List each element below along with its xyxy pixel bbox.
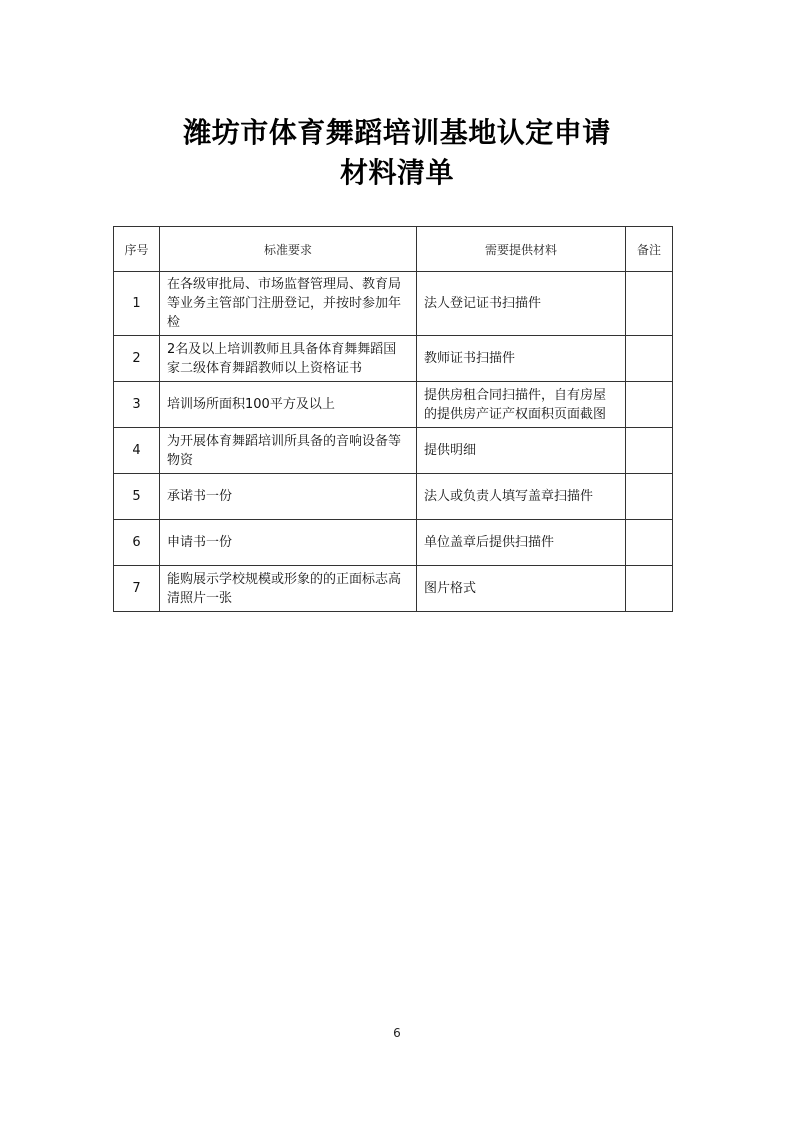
header-index: 序号: [114, 227, 160, 272]
document-title: [0, 113, 794, 193]
header-materials: 需要提供材料: [417, 227, 626, 272]
row-materials: 单位盖章后提供扫描件: [417, 520, 626, 566]
row-remarks: [626, 336, 673, 382]
row-standard: 承诺书一份: [160, 474, 417, 520]
row-remarks: [626, 520, 673, 566]
row-index: 6: [114, 520, 160, 566]
page-number: 6: [393, 1026, 401, 1040]
table-header-row: [114, 227, 673, 272]
row-index: 4: [114, 428, 160, 474]
header-remarks: 备注: [626, 227, 673, 272]
table-row: [114, 474, 673, 520]
row-standard: 能购展示学校规模或形象的的正面标志高清照片一张: [160, 566, 417, 612]
row-index: 5: [114, 474, 160, 520]
row-remarks: [626, 428, 673, 474]
row-standard: 在各级审批局、市场监督管理局、教育局等业务主管部门注册登记，并按时参加年检: [160, 272, 417, 336]
title-line-1: 潍坊市体育舞蹈培训基地认定申请: [183, 116, 611, 149]
row-materials: 提供房租合同扫描件，自有房屋的提供房产证产权面积页面截图: [417, 382, 626, 428]
requirements-table: [113, 226, 673, 612]
table-row: [114, 336, 673, 382]
row-standard: 2名及以上培训教师且具备体育舞舞蹈国家二级体育舞蹈教师以上资格证书: [160, 336, 417, 382]
table-row: [114, 272, 673, 336]
row-materials: 法人或负责人填写盖章扫描件: [417, 474, 626, 520]
row-standard: 申请书一份: [160, 520, 417, 566]
row-remarks: [626, 474, 673, 520]
row-index: 1: [114, 272, 160, 336]
title-line-2: 材料清单: [339, 156, 454, 189]
row-materials: 图片格式: [417, 566, 626, 612]
row-materials: 法人登记证书扫描件: [417, 272, 626, 336]
table-row: [114, 382, 673, 428]
row-remarks: [626, 382, 673, 428]
row-index: 7: [114, 566, 160, 612]
row-remarks: [626, 566, 673, 612]
header-standard: 标准要求: [160, 227, 417, 272]
table-row: [114, 428, 673, 474]
row-index: 3: [114, 382, 160, 428]
row-materials: 教师证书扫描件: [417, 336, 626, 382]
row-standard: 培训场所面积100平方及以上: [160, 382, 417, 428]
table-row: [114, 566, 673, 612]
row-standard: 为开展体育舞蹈培训所具备的音响设备等物资: [160, 428, 417, 474]
row-index: 2: [114, 336, 160, 382]
row-materials: 提供明细: [417, 428, 626, 474]
row-remarks: [626, 272, 673, 336]
table-row: [114, 520, 673, 566]
